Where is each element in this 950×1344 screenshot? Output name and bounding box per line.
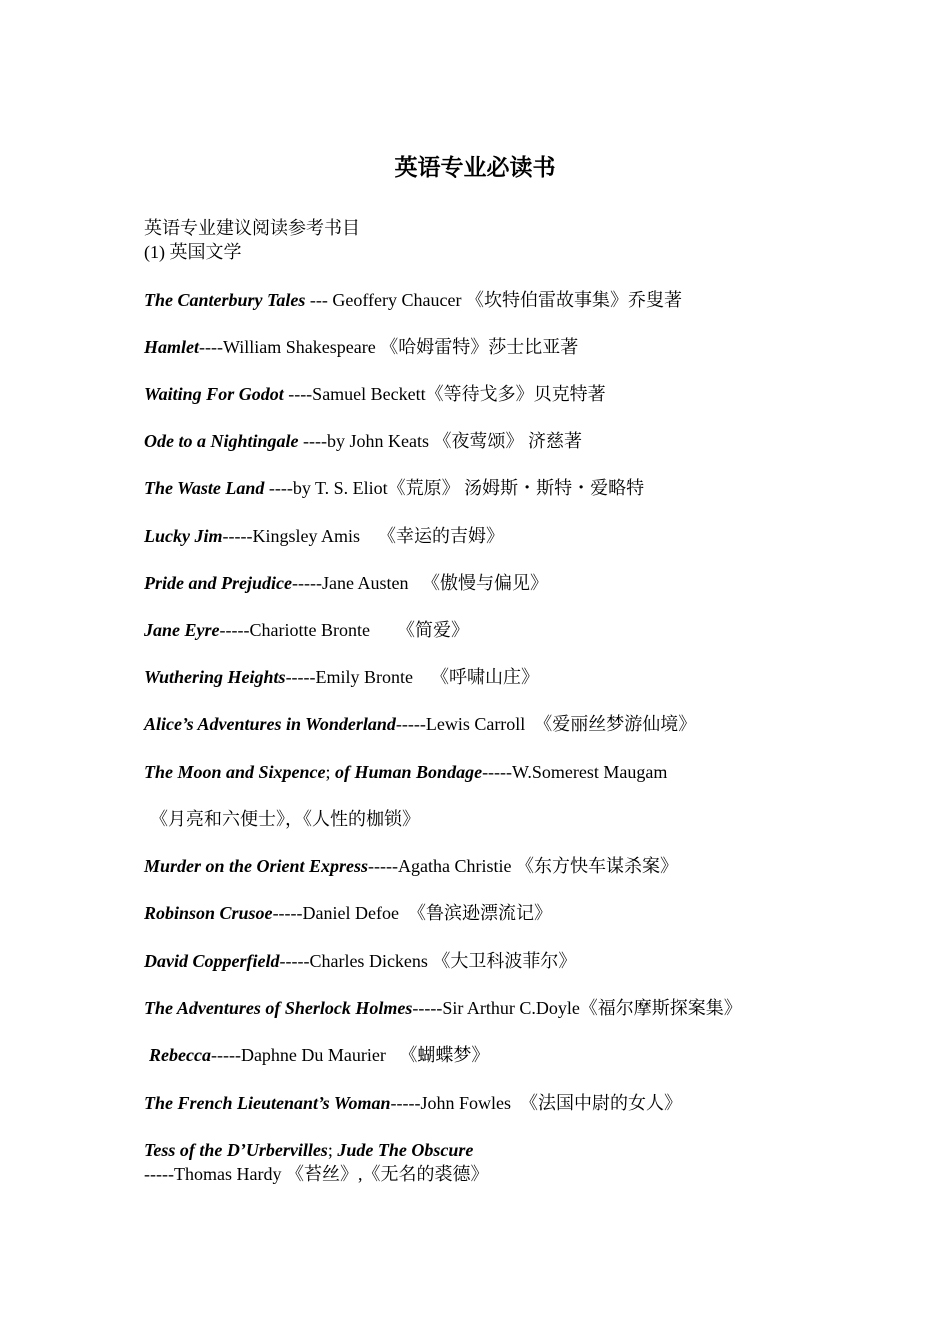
section-heading: (1) 英国文学 xyxy=(144,242,242,262)
book-title: The Moon and Sixpence xyxy=(144,762,326,782)
book-author: -----Jane Austen 《傲慢与偏见》 xyxy=(291,573,548,593)
book-entry xyxy=(144,618,469,642)
book-title: Rebecca xyxy=(149,1045,211,1065)
book-title: The French Lieutenant’s Woman xyxy=(144,1093,391,1113)
book-title: Pride and Prejudice xyxy=(144,573,292,593)
book-chinese-titles: 《月亮和六便士》，《人性的枷锁》 xyxy=(150,809,420,829)
book-author: -----Kingsley Amis 《幸运的吉姆》 xyxy=(222,526,504,546)
page-title: 英语专业必读书 xyxy=(394,155,556,180)
book-entry xyxy=(144,476,644,500)
book-author: -----Chariotte Bronte 《简爱》 xyxy=(219,620,469,640)
book-title: of Human Bondage xyxy=(335,762,483,782)
book-author: --- Geoffery Chaucer 《坎特伯雷故事集》乔叟著 xyxy=(305,290,682,310)
book-entry xyxy=(144,760,667,784)
book-author: -----Daphne Du Maurier 《蝴蝶梦》 xyxy=(210,1045,490,1065)
book-title: Waiting For Godot xyxy=(144,384,284,404)
book-entry xyxy=(144,712,696,736)
book-entry xyxy=(144,854,678,878)
book-author: ----by John Keats 《夜莺颂》 济慈著 xyxy=(298,431,582,451)
book-author: ----Samuel Beckett《等待戈多》贝克特著 xyxy=(283,384,606,404)
book-title: The Canterbury Tales xyxy=(144,290,306,310)
book-entry xyxy=(144,665,539,689)
book-title: Jude The Obscure xyxy=(337,1140,474,1160)
book-title: The Adventures of Sherlock Holmes xyxy=(144,998,413,1018)
title-separator: ; xyxy=(327,1140,338,1160)
book-entry xyxy=(144,949,576,973)
book-author: -----Thomas Hardy 《苔丝》,《无名的裘德》 xyxy=(144,1164,489,1184)
book-author: -----Agatha Christie 《东方快车谋杀案》 xyxy=(368,856,678,876)
book-author: -----Daniel Defoe 《鲁滨逊漂流记》 xyxy=(272,903,552,923)
intro-text: 英语专业建议阅读参考书目 xyxy=(144,218,360,238)
book-title: David Copperfield xyxy=(144,951,280,971)
book-title: Murder on the Orient Express xyxy=(144,856,369,876)
book-entry xyxy=(144,1138,814,1186)
book-entry xyxy=(144,429,582,453)
book-title: Jane Eyre xyxy=(144,620,220,640)
book-author: ----by T. S. Eliot《荒原》 汤姆斯・斯特・爱略特 xyxy=(264,478,645,498)
book-entry xyxy=(144,335,578,359)
book-entry xyxy=(144,382,606,406)
book-title: Alice’s Adventures in Wonderland xyxy=(144,714,396,734)
book-entry xyxy=(144,288,682,312)
book-author: ----William Shakespeare 《哈姆雷特》莎士比亚著 xyxy=(199,337,579,357)
book-entry xyxy=(144,571,548,595)
book-title: Hamlet xyxy=(144,337,199,357)
book-title: Wuthering Heights xyxy=(144,667,286,687)
book-title: Lucky Jim xyxy=(144,526,223,546)
title-separator: ; xyxy=(325,762,336,782)
book-author: -----Lewis Carroll 《爱丽丝梦游仙境》 xyxy=(395,714,697,734)
book-entry xyxy=(144,901,552,925)
book-title: Ode to a Nightingale xyxy=(144,431,299,451)
book-entry xyxy=(144,1091,682,1115)
book-title: Robinson Crusoe xyxy=(144,903,273,923)
book-author: -----Charles Dickens 《大卫科波菲尔》 xyxy=(279,951,577,971)
book-entry xyxy=(144,996,742,1020)
book-title: Tess of the D’Urbervilles xyxy=(144,1140,328,1160)
book-author: -----W.Somerest Maugam xyxy=(482,762,668,782)
book-title: The Waste Land xyxy=(144,478,265,498)
book-author: -----Sir Arthur C.Doyle《福尔摩斯探案集》 xyxy=(412,998,742,1018)
book-entry xyxy=(149,1043,489,1067)
book-author: -----Emily Bronte 《呼啸山庄》 xyxy=(285,667,540,687)
book-author: -----John Fowles 《法国中尉的女人》 xyxy=(390,1093,683,1113)
book-entry xyxy=(144,524,504,548)
